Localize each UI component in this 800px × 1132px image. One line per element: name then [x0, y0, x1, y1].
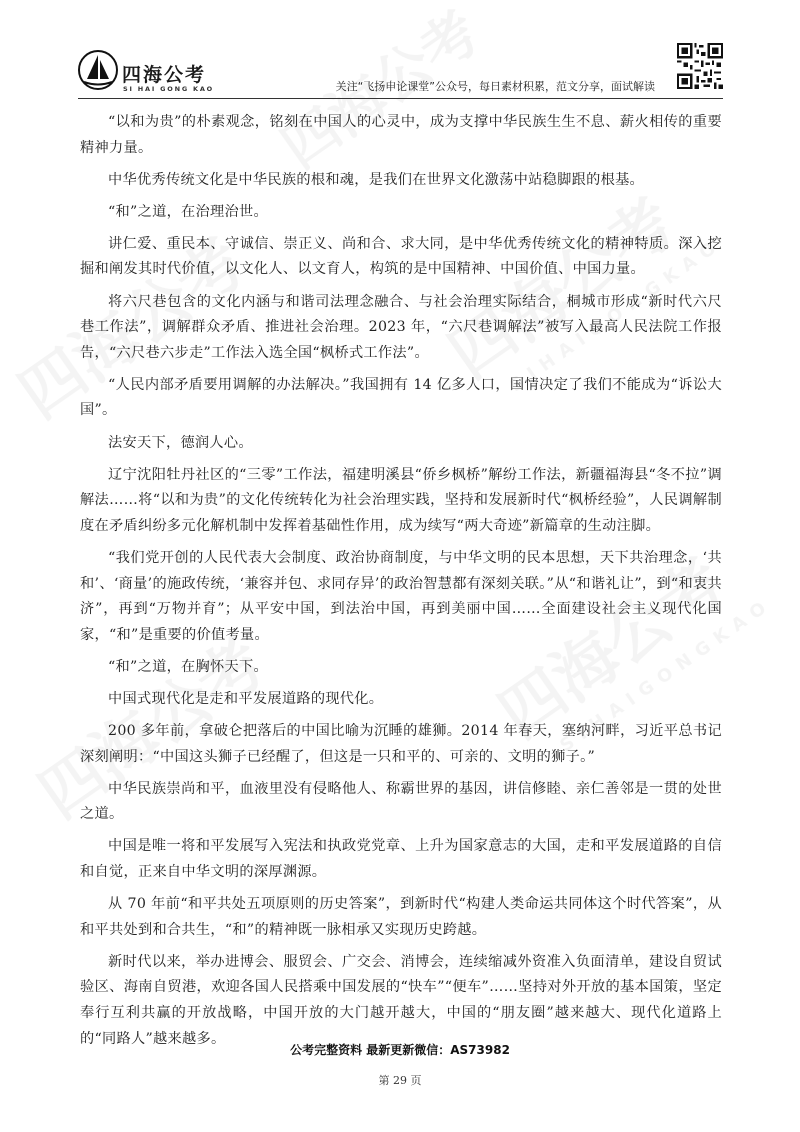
- page-number: 第 29 页: [378, 1074, 422, 1087]
- paragraph: 讲仁爱、重民本、守诚信、崇正义、尚和合、求大同，是中华优秀传统文化的精神特质。深入挖掘和阐发其时代价值，以文化人、以文育人，构筑的是中国精神、中国价值、中国力量。: [80, 235, 722, 278]
- sailboat-logo-icon: [78, 50, 118, 90]
- paragraph: 中国是唯一将和平发展写入宪法和执政党党章、上升为国家意志的大国，走和平发展道路的自信和自觉，正来自中华文明的深厚渊源。: [80, 838, 722, 880]
- paragraph: “和”之道，在胸怀天下。: [108, 658, 268, 675]
- paragraph: 从 70 年前“和平共处五项原则的历史答案”，到新时代“构建人类命运共同体这个时代答案”，从和平共处到和合共生，“和”的精神既一脉相承又实现历史跨越。: [80, 896, 722, 938]
- qr-code-icon: [677, 43, 723, 89]
- header-divider: [78, 98, 723, 99]
- paragraph: 法安天下，德润人心。: [108, 434, 253, 451]
- paragraph: “和”之道，在治理治世。: [108, 203, 268, 220]
- paragraph: 200 多年前，拿破仑把落后的中国比喻为沉睡的雄狮。2014 年春天，塞纳河畔，习近平总书记深刻阐明：“中国这头狮子已经醒了，但这是一只和平的、可亲的、文明的狮子。”: [80, 722, 722, 765]
- article-body: [80, 110, 722, 1059]
- footer-note: 公考完整资料 最新更新微信：AS73982: [290, 1043, 510, 1057]
- header-slogan: 关注“飞扬申论课堂”公众号，每日素材积累，范文分享，面试解读: [335, 80, 655, 93]
- paragraph: 新时代以来，举办进博会、服贸会、广交会、消博会，连续缩减外资准入负面清单，建设自贸试验区、海南自贸港，欢迎各国人民搭乘中国发展的“快车”“便车”……坚持对外开放的基本国策，坚定奉行互利共赢的开放战略，中国开放的大门越开越大，中国的“朋友圈”越来越大、现代化道路上的“同路人”越来越多。: [80, 953, 722, 1047]
- paragraph: “以和为贵”的朴素观念，铭刻在中国人的心灵中，成为支撑中华民族生生不息、薪火相传的重要精神力量。: [80, 114, 722, 156]
- paragraph: 将六尺巷包含的文化内涵与和谐司法理念融合、与社会治理实际结合，桐城市形成“新时代六尺巷工作法”，调解群众矛盾、推进社会治理。2023 年，“六尺巷调解法”被写入最高人民法院工作报告，“六尺巷六步走”工作法入选全国“枫桥式工作法”。: [80, 293, 722, 361]
- paragraph: “人民内部矛盾要用调解的办法解决。”我国拥有 14 亿多人口，国情决定了我们不能成为“诉讼大国”。: [80, 376, 722, 419]
- paragraph: 中华优秀传统文化是中华民族的根和魂，是我们在世界文化激荡中站稳脚跟的根基。: [108, 171, 645, 188]
- paragraph: 中华民族崇尚和平，血液里没有侵略他人、称霸世界的基因，讲信修睦、亲仁善邻是一贯的处世之道。: [80, 780, 722, 823]
- paragraph: “我们党开创的人民代表大会制度、政治协商制度，与中华文明的民本思想，天下共治理念，‘共和’、‘商量’的施政传统，‘兼容并包、求同存异’的政治智慧都有深刻关联。”从“和谐礼让”，到“和衷共济”，再到“万物并育”；从平安中国，到法治中国，再到美丽中国……全面建设社会主义现代化国家，“和”是重要的价值考量。: [80, 549, 722, 643]
- brand-pinyin: SI HAI GONG KAO: [123, 85, 215, 93]
- page-header: [78, 40, 723, 100]
- brand-logo: [78, 50, 223, 94]
- brand-name: 四海公考: [122, 64, 207, 86]
- paragraph: 中国式现代化是走和平发展道路的现代化。: [108, 690, 384, 707]
- paragraph: 辽宁沈阳牡丹社区的“三零”工作法，福建明溪县“侨乡枫桥”解纷工作法，新疆福海县“冬不拉”调解法……将“以和为贵”的文化传统转化为社会治理实践，坚持和发展新时代“枫桥经验”，人民调解制度在矛盾纠纷多元化解机制中发挥着基础性作用，成为续写“两大奇迹”新篇章的生动注脚。: [80, 466, 722, 534]
